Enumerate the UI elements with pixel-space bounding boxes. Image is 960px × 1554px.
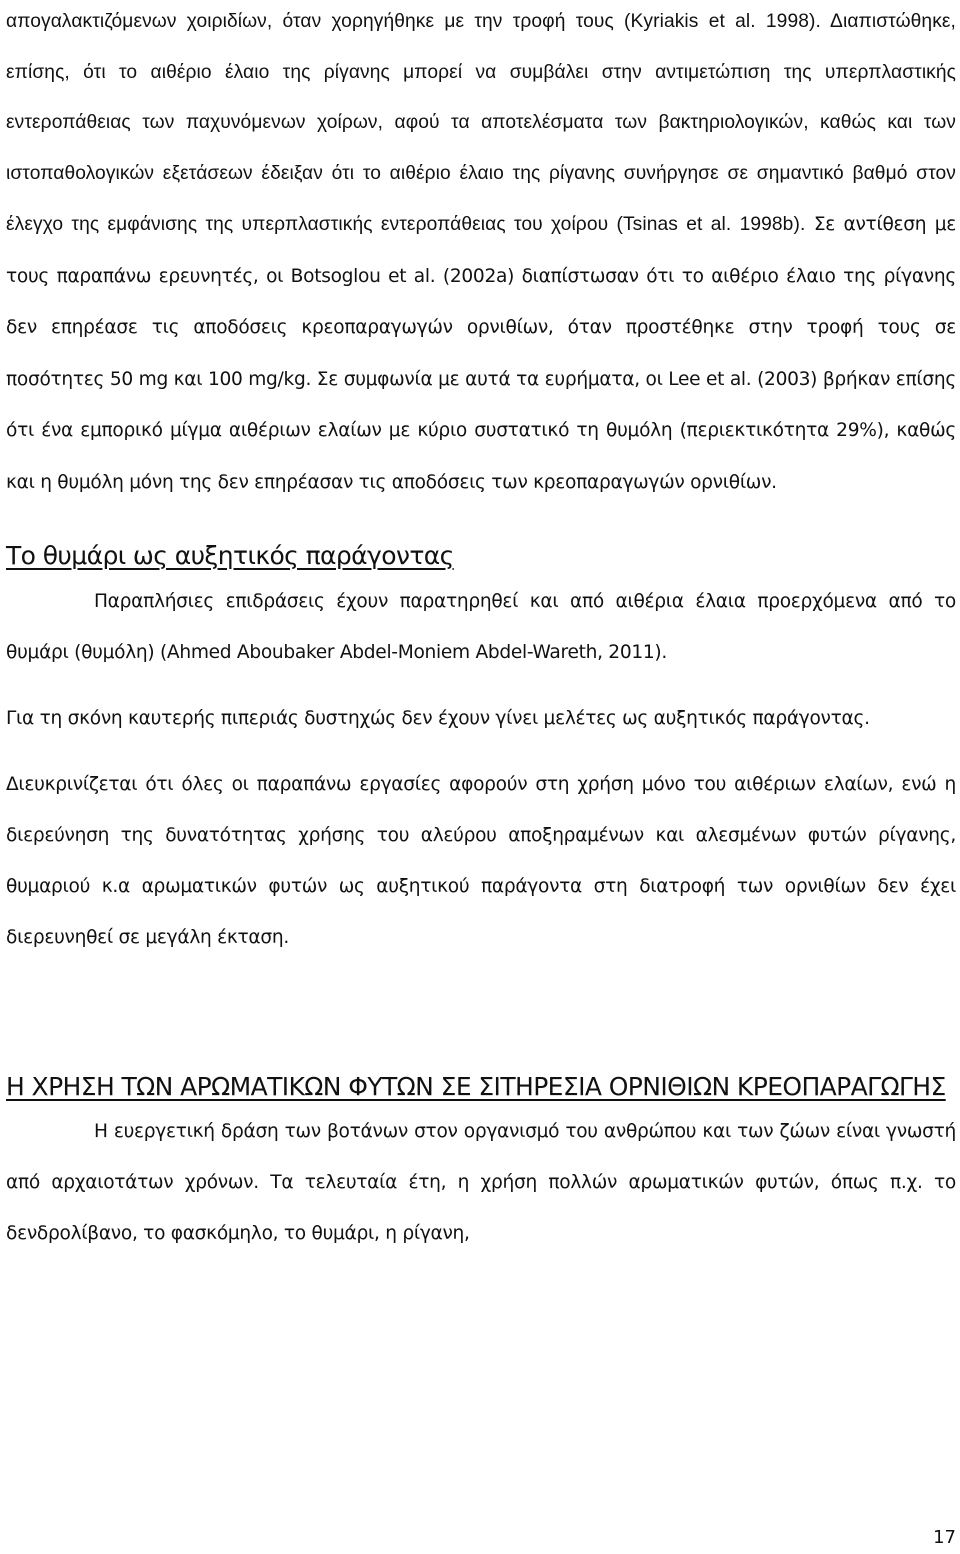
paragraph-pepper: Για τη σκόνη καυτερής πιπεριάς δυστηχώς δεν έχουν γίνει μελέτες ως αυξητικός παράγοντας.	[6, 708, 870, 729]
paragraph-oregano-results	[6, 0, 956, 508]
document-page	[6, 0, 956, 1259]
page-number: 17	[933, 1527, 956, 1548]
paragraph-thyme-effects: Παραπλήσιες επιδράσεις έχουν παρατηρηθεί και από αιθέρια έλαια προερχόμενα από το θυμάρι (θυμόλη) (Ahmed Aboubaker Abdel-Moniem Abdel-Wareth, 2011).	[6, 591, 956, 663]
section-heading-aromatic-plants: Η ΧΡΗΣΗ ΤΩΝ ΑΡΩΜΑΤΙΚΩΝ ΦΥΤΩΝ ΣΕ ΣΙΤΗΡΕΣΙΑ ΟΡΝΙΘΙΩΝ ΚΡΕΟΠΑΡΑΓΩΓΗΣ	[6, 1072, 946, 1101]
paragraph-text-sans: απογαλακτιζόμενων χοιριδίων, όταν χορηγήθηκε με την τροφή τους (Kyriakis et al. 1998). Διαπιστώθηκε, επίσης, ότι το αιθέριο έλαιο της ρίγανης μπορεί να συμβάλει στην αντιμετώπιση της υπερπλαστικής εντεροπάθειας των παχυνόμενων χοίρων, αφού τα αποτελέσματα των βακτηριολογικών, καθώς και των ιστοπαθολογικών εξετάσεων έδειξαν ότι το αιθέριο έλαιο της ρίγανης συνήργησε σε σημαντικό βαθμό στον έλεγχο της εμφάνισης της υπερπλαστικής εντεροπάθειας του χοίρου (Tsinas et al. 1998b).	[6, 11, 956, 235]
paragraph-text-botsoglou: Σε αντίθεση με τους παραπάνω ερευνητές, οι Botsoglou et al. (2002a) διαπίστωσαν ότι το αιθέριο έλαιο της ρίγανης δεν επηρέασε τις αποδόσεις κρεοπαραγωγών ορνιθίων, όταν προστέθηκε στην τροφή τους σε ποσότητες 50 mg και 100 mg/kg. Σε συμφωνία με αυτά τα ευρήματα, οι Lee et al. (2003) βρήκαν επίσης ότι ένα εμπορικό μίγμα αιθέριων ελαίων με κύριο συστατικό τη θυμόλη (περιεκτικότητα 29%), καθώς και η θυμόλη μόνη της δεν επηρέασαν τις αποδόσεις των κρεοπαραγωγών ορνιθίων.	[6, 214, 956, 493]
subsection-heading-thyme: Το θυμάρι ως αυξητικός παράγοντας	[6, 541, 454, 570]
paragraph-herbs-benefits: Η ευεργετική δράση των βοτάνων στον οργανισμό του ανθρώπου και των ζώων είναι γνωστή από αρχαιοτάτων χρόνων. Τα τελευταία έτη, η χρήση πολλών αρωματικών φυτών, όπως π.χ. το δενδρολίβανο, το φασκόμηλο, το θυμάρι, η ρίγανη,	[6, 1121, 956, 1244]
paragraph-clarification: Διευκρινίζεται ότι όλες οι παραπάνω εργασίες αφορούν στη χρήση μόνο του αιθέριων ελαίων, ενώ η διερεύνηση της δυνατότητας χρήσης του αλεύρου αποξηραμένων και αλεσμένων φυτών ρίγανης, θυμαριού κ.α αρωματικών φυτών ως αυξητικού παράγοντα στη διατροφή των ορνιθίων δεν έχει διερευνηθεί σε μεγάλη έκταση.	[6, 774, 956, 948]
